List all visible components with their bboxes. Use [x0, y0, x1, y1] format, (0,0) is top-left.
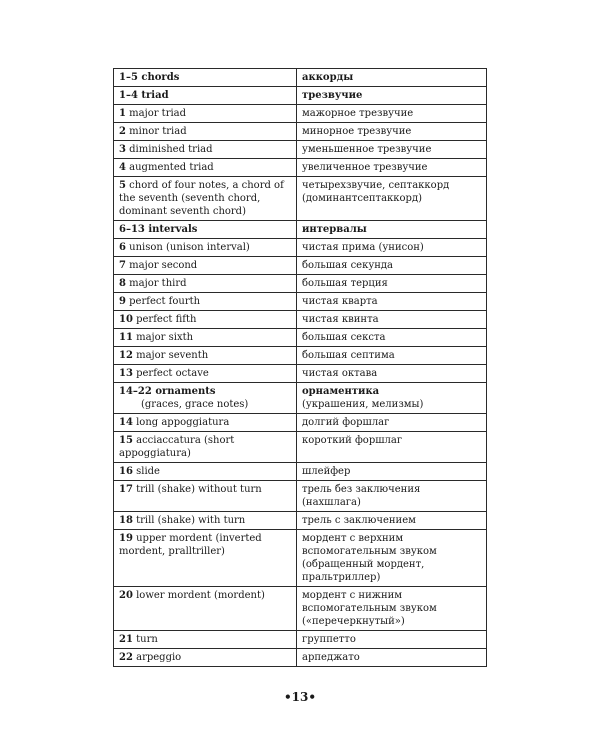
english-term: lower mordent (mordent)	[136, 590, 265, 601]
term-number: 3	[119, 144, 126, 155]
term-number: 4	[119, 162, 126, 173]
table-row	[114, 512, 487, 530]
term-number: 18	[119, 515, 133, 526]
russian-term: орнаментика	[302, 386, 380, 397]
table-row	[114, 275, 487, 293]
english-term: perfect octave	[136, 368, 209, 379]
russian-term-cell	[297, 347, 487, 365]
glossary-table	[113, 68, 487, 667]
english-term-cell	[114, 257, 297, 275]
russian-term: минорное трезвучие	[302, 126, 412, 137]
table-row	[114, 649, 487, 667]
russian-term: чистая октава	[302, 368, 378, 379]
english-term-cell	[114, 177, 297, 221]
term-number: 6–13	[119, 224, 145, 235]
english-term: long appoggiatura	[136, 417, 230, 428]
russian-term: мажорное трезвучие	[302, 108, 414, 119]
table-row	[114, 365, 487, 383]
russian-term: уменьшенное трезвучие	[302, 144, 432, 155]
russian-term-cell	[297, 293, 487, 311]
russian-term-cell	[297, 159, 487, 177]
english-term: triad	[141, 90, 169, 101]
glossary-body	[114, 69, 487, 667]
english-term-cell	[114, 481, 297, 512]
term-number: 21	[119, 634, 133, 645]
english-term-cell	[114, 293, 297, 311]
english-term-cell	[114, 432, 297, 463]
table-row	[114, 159, 487, 177]
russian-term: большая септима	[302, 350, 395, 361]
table-row	[114, 530, 487, 587]
russian-term: мордент с нижним вспомогательным звуком («перечеркнутый»)	[302, 590, 437, 627]
table-row	[114, 414, 487, 432]
russian-term-cell	[297, 105, 487, 123]
english-term: chords	[141, 72, 180, 83]
english-term-cell	[114, 347, 297, 365]
english-term-cell	[114, 512, 297, 530]
english-term: arpeggio	[136, 652, 182, 663]
russian-term-cell	[297, 414, 487, 432]
english-term-cell	[114, 311, 297, 329]
russian-term: чистая кварта	[302, 296, 378, 307]
table-row	[114, 329, 487, 347]
english-term: turn	[136, 634, 158, 645]
term-number: 1–4	[119, 90, 138, 101]
russian-term: арпеджато	[302, 652, 360, 663]
page-number: •13•	[283, 690, 317, 704]
table-row	[114, 123, 487, 141]
table-row	[114, 432, 487, 463]
term-number: 5	[119, 180, 126, 191]
table-row	[114, 587, 487, 631]
english-term-cell	[114, 383, 297, 414]
english-term: major second	[129, 260, 198, 271]
english-term: diminished triad	[129, 144, 213, 155]
term-number: 15	[119, 435, 133, 446]
table-row	[114, 481, 487, 512]
russian-term-cell	[297, 649, 487, 667]
russian-term-cell	[297, 530, 487, 587]
russian-term-cell	[297, 239, 487, 257]
term-number: 1	[119, 108, 126, 119]
term-number: 22	[119, 652, 133, 663]
russian-term: чистая прима (унисон)	[302, 242, 424, 253]
russian-term-cell	[297, 329, 487, 347]
table-row	[114, 347, 487, 365]
english-term: perfect fourth	[129, 296, 201, 307]
russian-term-subtitle: (украшения, мелизмы)	[302, 399, 424, 410]
english-term: intervals	[148, 224, 198, 235]
english-term-cell	[114, 221, 297, 239]
english-term: augmented triad	[129, 162, 214, 173]
table-row	[114, 141, 487, 159]
russian-term-cell	[297, 432, 487, 463]
russian-term: большая терция	[302, 278, 388, 289]
term-number: 9	[119, 296, 126, 307]
english-term-cell	[114, 123, 297, 141]
russian-term: долгий форшлаг	[302, 417, 390, 428]
english-term: major third	[129, 278, 187, 289]
english-term: perfect fifth	[136, 314, 197, 325]
english-term: major seventh	[136, 350, 209, 361]
russian-term: чистая квинта	[302, 314, 379, 325]
english-term-cell	[114, 141, 297, 159]
term-number: 13	[119, 368, 133, 379]
table-row	[114, 239, 487, 257]
table-row	[114, 383, 487, 414]
russian-term-cell	[297, 221, 487, 239]
russian-term: интервалы	[302, 224, 367, 235]
russian-term: увеличенное трезвучие	[302, 162, 428, 173]
term-number: 8	[119, 278, 126, 289]
table-row	[114, 221, 487, 239]
english-term-cell	[114, 530, 297, 587]
term-number: 10	[119, 314, 133, 325]
russian-term-cell	[297, 481, 487, 512]
english-term-cell	[114, 631, 297, 649]
english-term-cell	[114, 69, 297, 87]
english-term-subtitle: (graces, grace notes)	[141, 399, 249, 410]
russian-term: четырехзвучие, септаккорд (доминантсептаккорд)	[302, 180, 450, 204]
term-number: 6	[119, 242, 126, 253]
russian-term-cell	[297, 631, 487, 649]
english-term-cell	[114, 365, 297, 383]
russian-term-cell	[297, 87, 487, 105]
russian-term-cell	[297, 383, 487, 414]
term-number: 16	[119, 466, 133, 477]
english-term-cell	[114, 463, 297, 481]
term-number: 20	[119, 590, 133, 601]
english-term-cell	[114, 159, 297, 177]
term-number: 1–5	[119, 72, 138, 83]
russian-term-cell	[297, 587, 487, 631]
russian-term: трезвучие	[302, 90, 363, 101]
russian-term: шлейфер	[302, 466, 351, 477]
term-number: 14–22	[119, 386, 152, 397]
english-term: chord of four notes, a chord of the seventh (seventh chord, dominant seventh chord)	[119, 180, 284, 217]
table-row	[114, 257, 487, 275]
english-term: major sixth	[136, 332, 194, 343]
term-number: 14	[119, 417, 133, 428]
term-number: 7	[119, 260, 126, 271]
russian-term-cell	[297, 257, 487, 275]
russian-term: трель без заключения (нахшлага)	[302, 484, 421, 508]
table-row	[114, 105, 487, 123]
term-number: 12	[119, 350, 133, 361]
english-term: upper mordent (inverted mordent, pralltriller)	[119, 533, 262, 557]
term-number: 17	[119, 484, 133, 495]
english-term: trill (shake) with turn	[136, 515, 246, 526]
english-term: unison (unison interval)	[129, 242, 250, 253]
english-term-cell	[114, 649, 297, 667]
russian-term: большая секунда	[302, 260, 394, 271]
table-row	[114, 87, 487, 105]
english-term: major triad	[129, 108, 187, 119]
english-term-cell	[114, 329, 297, 347]
english-term-cell	[114, 275, 297, 293]
english-term-cell	[114, 87, 297, 105]
russian-term: большая секста	[302, 332, 386, 343]
table-row	[114, 293, 487, 311]
table-row	[114, 631, 487, 649]
russian-term-cell	[297, 123, 487, 141]
table-row	[114, 311, 487, 329]
table-row	[114, 463, 487, 481]
english-term: ornaments	[155, 386, 216, 397]
russian-term-cell	[297, 69, 487, 87]
russian-term: группетто	[302, 634, 356, 645]
english-term-cell	[114, 105, 297, 123]
russian-term-cell	[297, 141, 487, 159]
english-term-cell	[114, 587, 297, 631]
term-number: 11	[119, 332, 133, 343]
table-row	[114, 69, 487, 87]
russian-term-cell	[297, 365, 487, 383]
term-number: 19	[119, 533, 133, 544]
table-row	[114, 177, 487, 221]
russian-term: мордент с верхним вспомогательным звуком (обращенный мордент, пральтриллер)	[302, 533, 437, 583]
russian-term-cell	[297, 275, 487, 293]
english-term: slide	[136, 466, 160, 477]
english-term: minor triad	[129, 126, 187, 137]
english-term: trill (shake) without turn	[136, 484, 262, 495]
english-term: acciaccatura (short appoggiatura)	[119, 435, 235, 459]
russian-term: короткий форшлаг	[302, 435, 403, 446]
russian-term: аккорды	[302, 72, 354, 83]
english-term-cell	[114, 239, 297, 257]
russian-term: трель с заключением	[302, 515, 416, 526]
english-term-cell	[114, 414, 297, 432]
term-number: 2	[119, 126, 126, 137]
russian-term-cell	[297, 311, 487, 329]
russian-term-cell	[297, 512, 487, 530]
russian-term-cell	[297, 463, 487, 481]
russian-term-cell	[297, 177, 487, 221]
